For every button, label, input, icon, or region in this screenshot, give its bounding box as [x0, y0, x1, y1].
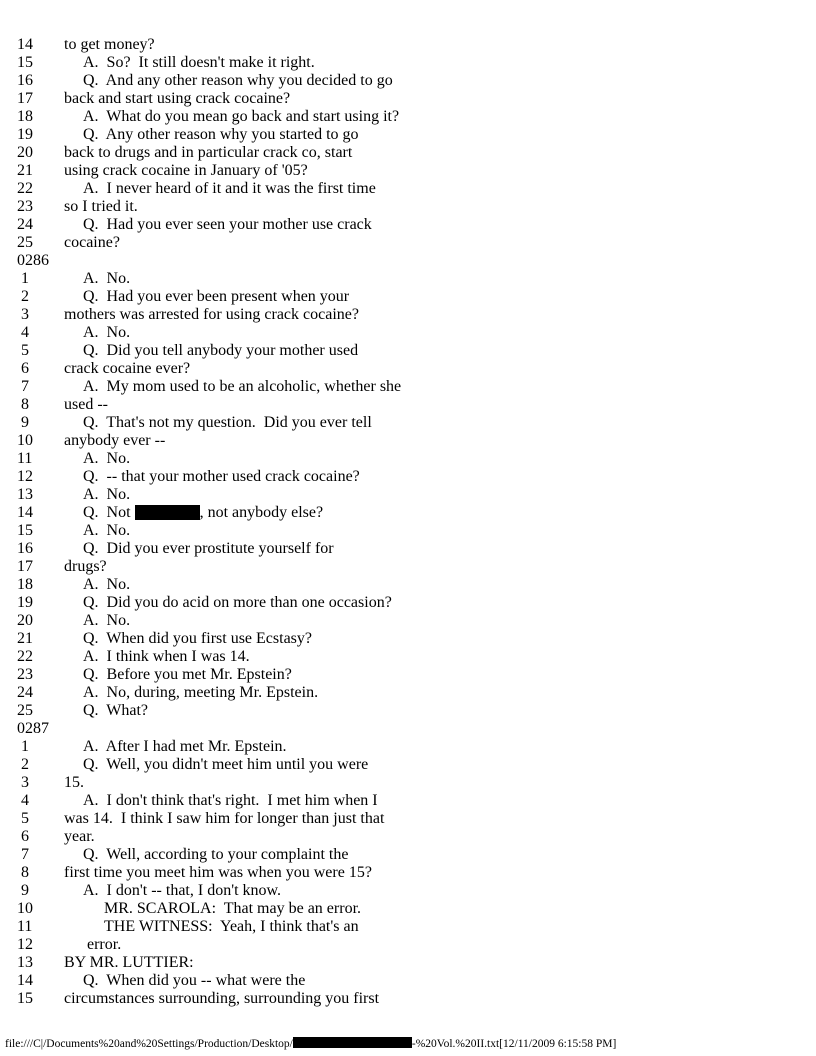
- line-number: 2: [17, 288, 29, 305]
- line-text: A. I never heard of it and it was the first time: [83, 180, 376, 197]
- line-number: 7: [17, 846, 29, 863]
- line-text: back and start using crack cocaine?: [64, 90, 291, 107]
- line-number: 12: [17, 936, 33, 953]
- transcript-line: [0, 792, 816, 810]
- line-text: was 14. I think I saw him for longer than just that: [64, 810, 385, 827]
- line-text: A. No.: [83, 612, 131, 629]
- transcript-line: [0, 414, 816, 432]
- transcript-body: [0, 36, 816, 1008]
- transcript-line: [0, 468, 816, 486]
- transcript-line: [0, 360, 816, 378]
- transcript-line: [0, 288, 816, 306]
- transcript-line: [0, 918, 816, 936]
- line-text: using crack cocaine in January of '05?: [64, 162, 308, 179]
- line-number: 25: [17, 702, 33, 719]
- transcript-line: [0, 954, 816, 972]
- line-number: 20: [17, 144, 33, 161]
- transcript-line: [0, 126, 816, 144]
- transcript-line: [0, 864, 816, 882]
- line-number: 9: [17, 414, 29, 431]
- line-text: Q. -- that your mother used crack cocaine?: [83, 468, 360, 485]
- page-number-line: [0, 252, 816, 270]
- line-number: 9: [17, 882, 29, 899]
- transcript-line: [0, 522, 816, 540]
- line-number: 15: [17, 990, 33, 1007]
- transcript-line: [0, 432, 816, 450]
- transcript-line: [0, 216, 816, 234]
- line-text: BY MR. LUTTIER:: [64, 954, 194, 971]
- line-text: mothers was arrested for using crack cocaine?: [64, 306, 359, 323]
- transcript-line: [0, 342, 816, 360]
- line-number: 23: [17, 198, 33, 215]
- line-number: 22: [17, 648, 33, 665]
- line-text: THE WITNESS: Yeah, I think that's an: [104, 918, 359, 935]
- transcript-line: [0, 540, 816, 558]
- transcript-line: [0, 54, 816, 72]
- file-path-suffix: -%20Vol.%20II.txt[12/11/2009 6:15:58 PM]: [411, 1038, 617, 1050]
- line-number: 19: [17, 126, 33, 143]
- line-text: first time you meet him was when you were 15?: [64, 864, 372, 881]
- line-number: 14: [17, 972, 33, 989]
- line-number: 5: [17, 810, 29, 827]
- line-number: 3: [17, 774, 29, 791]
- line-number: 12: [17, 468, 33, 485]
- line-text: A. I don't think that's right. I met him when I: [83, 792, 378, 809]
- line-number: 3: [17, 306, 29, 323]
- line-text: A. What do you mean go back and start using it?: [83, 108, 400, 125]
- page-number-line: [0, 720, 816, 738]
- line-text: cocaine?: [64, 234, 120, 251]
- line-number: 19: [17, 594, 33, 611]
- transcript-line: [0, 378, 816, 396]
- line-number: 2: [17, 756, 29, 773]
- transcript-line: [0, 594, 816, 612]
- line-number: 7: [17, 378, 29, 395]
- line-text: A. No.: [83, 522, 131, 539]
- line-text: Q. When did you -- what were the: [83, 972, 306, 989]
- page-number: 0286: [17, 252, 49, 269]
- line-text: Q. Did you ever prostitute yourself for: [83, 540, 334, 557]
- line-text: drugs?: [64, 558, 107, 575]
- transcript-line: [0, 972, 816, 990]
- page-number: 0287: [17, 720, 49, 737]
- transcript-line: [0, 324, 816, 342]
- transcript-line: [0, 882, 816, 900]
- line-number: 1: [17, 738, 29, 755]
- line-number: 5: [17, 342, 29, 359]
- line-text: MR. SCAROLA: That may be an error.: [104, 900, 362, 917]
- line-number: 21: [17, 162, 33, 179]
- line-number: 10: [17, 432, 33, 449]
- file-path-footer: [5, 1037, 616, 1051]
- transcript-line: [0, 144, 816, 162]
- transcript-line: [0, 648, 816, 666]
- transcript-line: [0, 990, 816, 1008]
- transcript-line: [0, 270, 816, 288]
- line-text: A. So? It still doesn't make it right.: [83, 54, 315, 71]
- line-number: 13: [17, 486, 33, 503]
- transcript-line: [0, 234, 816, 252]
- line-number: 10: [17, 900, 33, 917]
- line-text: error.: [87, 936, 122, 953]
- line-number: 8: [17, 396, 29, 413]
- line-number: 6: [17, 828, 29, 845]
- line-text: Q. Before you met Mr. Epstein?: [83, 666, 292, 683]
- line-text: A. No.: [83, 486, 131, 503]
- transcript-line: [0, 396, 816, 414]
- line-number: 23: [17, 666, 33, 683]
- line-number: 6: [17, 360, 29, 377]
- transcript-line: [0, 810, 816, 828]
- line-number: 11: [17, 918, 33, 935]
- line-number: 18: [17, 108, 33, 125]
- line-text: anybody ever --: [64, 432, 166, 449]
- line-number: 18: [17, 576, 33, 593]
- line-text: 15.: [64, 774, 84, 791]
- line-number: 21: [17, 630, 33, 647]
- line-text: circumstances surrounding, surrounding you first: [64, 990, 380, 1007]
- line-number: 24: [17, 216, 33, 233]
- line-number: 15: [17, 522, 33, 539]
- line-number: 20: [17, 612, 33, 629]
- line-text: Q. When did you first use Ecstasy?: [83, 630, 312, 647]
- line-text: back to drugs and in particular crack co, start: [64, 144, 353, 161]
- transcript-line: [0, 72, 816, 90]
- redaction-box: [293, 1037, 412, 1048]
- line-number: 17: [17, 90, 33, 107]
- transcript-line: [0, 756, 816, 774]
- transcript-line: [0, 36, 816, 54]
- transcript-line: [0, 702, 816, 720]
- line-number: 17: [17, 558, 33, 575]
- line-text: Q. Any other reason why you started to go: [83, 126, 359, 143]
- line-text: year.: [64, 828, 95, 845]
- line-text: used --: [64, 396, 108, 413]
- redaction-box: [135, 505, 200, 520]
- line-number: 13: [17, 954, 33, 971]
- line-text: A. No.: [83, 576, 131, 593]
- line-number: 24: [17, 684, 33, 701]
- transcript-line: [0, 306, 816, 324]
- transcript-line: [0, 738, 816, 756]
- line-text: Q. Well, you didn't meet him until you were: [83, 756, 369, 773]
- transcript-line: [0, 846, 816, 864]
- transcript-line: [0, 450, 816, 468]
- line-text: A. My mom used to be an alcoholic, whether she: [83, 378, 402, 395]
- transcript-line: [0, 666, 816, 684]
- line-number: 14: [17, 504, 33, 521]
- file-path-prefix: file:///C|/Documents%20and%20Settings/Production/Desktop/: [5, 1038, 293, 1050]
- transcript-line: [0, 198, 816, 216]
- transcript-line: [0, 504, 816, 522]
- transcript-line: [0, 828, 816, 846]
- line-number: 4: [17, 324, 29, 341]
- line-text: Q. And any other reason why you decided to go: [83, 72, 393, 89]
- line-number: 14: [17, 36, 33, 53]
- line-text: A. No, during, meeting Mr. Epstein.: [83, 684, 319, 701]
- line-number: 4: [17, 792, 29, 809]
- transcript-line: [0, 180, 816, 198]
- transcript-line: [0, 576, 816, 594]
- line-text-after-redaction: , not anybody else?: [199, 504, 324, 521]
- line-text: Q. Did you tell anybody your mother used: [83, 342, 359, 359]
- line-number: 16: [17, 72, 33, 89]
- line-number: 1: [17, 270, 29, 287]
- transcript-line: [0, 162, 816, 180]
- line-number: 15: [17, 54, 33, 71]
- line-text: Q. Did you do acid on more than one occasion?: [83, 594, 392, 611]
- line-text: Q. Well, according to your complaint the: [83, 846, 349, 863]
- line-text: A. I think when I was 14.: [83, 648, 250, 665]
- transcript-line: [0, 684, 816, 702]
- line-text: Q. Had you ever seen your mother use crack: [83, 216, 372, 233]
- transcript-line: [0, 90, 816, 108]
- line-text: A. I don't -- that, I don't know.: [83, 882, 282, 899]
- line-text: A. No.: [83, 270, 131, 287]
- line-text-before-redaction: Q. Not: [83, 504, 135, 521]
- transcript-line: [0, 486, 816, 504]
- line-text: Q. What?: [83, 702, 149, 719]
- transcript-line: [0, 108, 816, 126]
- line-text: A. After I had met Mr. Epstein.: [83, 738, 287, 755]
- line-text: Q. Had you ever been present when your: [83, 288, 350, 305]
- line-number: 16: [17, 540, 33, 557]
- transcript-line: [0, 558, 816, 576]
- transcript-line: [0, 774, 816, 792]
- line-text: Q. That's not my question. Did you ever tell: [83, 414, 372, 431]
- line-number: 22: [17, 180, 33, 197]
- line-text: A. No.: [83, 450, 131, 467]
- line-number: 8: [17, 864, 29, 881]
- transcript-line: [0, 936, 816, 954]
- transcript-line: [0, 630, 816, 648]
- line-text: A. No.: [83, 324, 131, 341]
- line-text: to get money?: [64, 36, 155, 53]
- transcript-line: [0, 900, 816, 918]
- line-number: 25: [17, 234, 33, 251]
- line-text: [83, 504, 816, 522]
- line-text: so I tried it.: [64, 198, 138, 215]
- line-text: crack cocaine ever?: [64, 360, 191, 377]
- line-number: 11: [17, 450, 33, 467]
- transcript-line: [0, 612, 816, 630]
